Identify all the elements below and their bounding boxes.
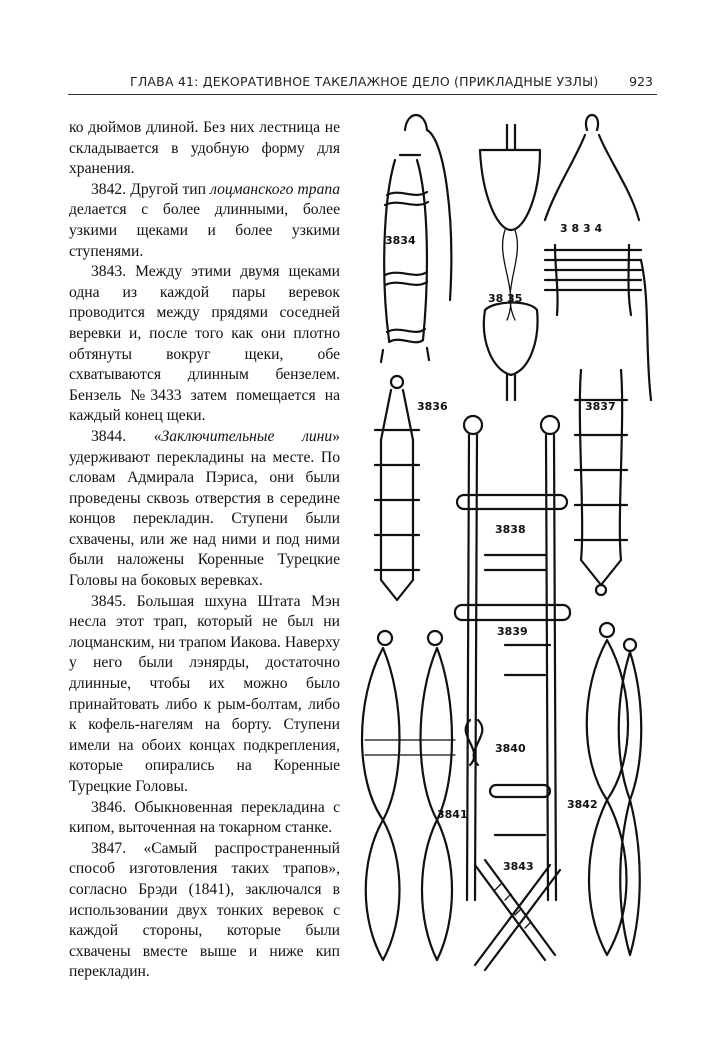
page-number: 923 bbox=[629, 74, 653, 89]
label-3838: 3838 bbox=[495, 523, 526, 536]
paragraph-3844-end: » удерживают перекладины на месте. По словам Адмирала Пэриса, они были проведены сквозь отверстия в середине концов перекладин. Ступени были схвачены, или же над ними и под ними были наложены Коренные Турецкие Головы на боковых веревках. bbox=[69, 427, 340, 590]
label-3836: 3836 bbox=[417, 400, 448, 413]
figure-3836-ladder bbox=[375, 376, 448, 600]
figure-3841-ladder-side bbox=[362, 631, 468, 960]
text-column bbox=[69, 118, 340, 983]
label-3839: 3839 bbox=[497, 625, 528, 638]
figure-3835-cones bbox=[480, 125, 540, 400]
label-3837: 3837 bbox=[585, 400, 616, 413]
term-closing-lines: Заключительные лини bbox=[161, 427, 333, 445]
paragraph-3842-start: 3842. Другой тип bbox=[91, 180, 211, 198]
paragraph-3844-start: 3844. « bbox=[91, 427, 162, 445]
figure-3837-ladder bbox=[575, 370, 627, 595]
label-3840: 3840 bbox=[495, 742, 526, 755]
term-pilot-ladder: лоцманского трапа bbox=[210, 180, 340, 198]
paragraph-3847: 3847. «Самый распространенный способ изготовления таких трапов», согласно Брэди (1841), заключался в использовании двух тонких веревок с каждой стороны, которые были схвачены вместе выше и ниже кип перекладин. bbox=[69, 839, 340, 981]
header-rule bbox=[68, 94, 657, 95]
figure-3838-ladder bbox=[455, 416, 570, 900]
paragraph-3844 bbox=[69, 427, 340, 592]
paragraph-3842-end: делается с более длинными, более узкими щеками и более узкими ступенями. bbox=[69, 201, 340, 260]
paragraph-3845: 3845. Большая шхуна Штата Мэн несла этот трап, который не был ни лоцманским, ни трапом Иакова. Наверху у него были лэнярды, достаточно длинные, чтобы их можно было принайтовать либо к рым-болтам, либо к кофель-нагелям на борту. Ступени имели на обоих концах подкрепления, которые опирались на Коренные Турецкие Головы. bbox=[69, 592, 340, 795]
figure-3834-seizing bbox=[545, 115, 651, 400]
rope-ladder-illustrations bbox=[345, 100, 663, 980]
paragraph-3843: 3843. Между этими двумя щеками одна из каждой пары веревок проводится между прядями соседней веревки и, после того как они плотно обтянуты вокруг щеки, обе схватываются длинным бензелем. Бензель №3433 затем помещается на каждый конец щеки. bbox=[69, 263, 340, 425]
paragraph-3842 bbox=[69, 180, 340, 262]
label-3834: 3834 bbox=[385, 234, 416, 247]
figure-3842-ladder-side bbox=[567, 623, 641, 955]
paragraph-continued: ко дюймов длиной. Без них лестница не складывается в удобную форму для хранения. bbox=[69, 119, 340, 178]
paragraph-3846: 3846. Обыкновенная перекладина с кипом, выточенная на токарном станке. bbox=[69, 798, 340, 837]
label-3834b: 3 8 3 4 bbox=[560, 222, 603, 235]
label-3842: 3842 bbox=[567, 798, 598, 811]
label-3835: 38 35 bbox=[488, 292, 523, 305]
label-3843: 3843 bbox=[503, 860, 534, 873]
running-head: ГЛАВА 41: ДЕКОРАТИВНОЕ ТАКЕЛАЖНОЕ ДЕЛО (ПРИКЛАДНЫЕ УЗЛЫ) bbox=[130, 74, 599, 89]
label-3841: 3841 bbox=[437, 808, 468, 821]
figure-3834-ladder bbox=[381, 115, 451, 362]
